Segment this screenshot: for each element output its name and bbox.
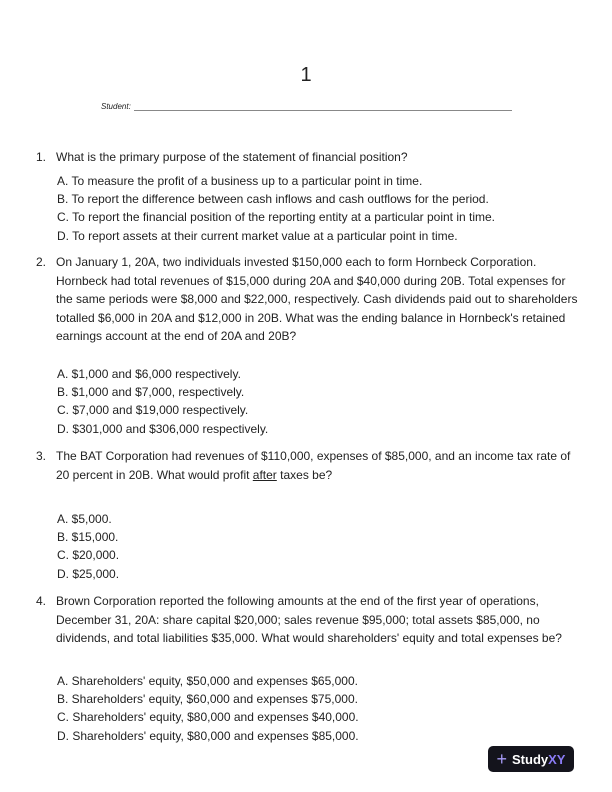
stem-emphasis: after xyxy=(252,467,277,482)
option: C. Shareholders' equity, $80,000 and expenses $40,000. xyxy=(57,710,359,725)
page-number: 1 xyxy=(300,64,312,86)
question-stem xyxy=(56,447,581,484)
student-name-line[interactable] xyxy=(134,101,512,111)
option: C. $20,000. xyxy=(57,548,120,563)
brand-text-accent: XY xyxy=(548,751,566,767)
option: D. $25,000. xyxy=(57,566,120,581)
student-field xyxy=(101,101,512,111)
question-1 xyxy=(36,148,581,167)
question-stem: Brown Corporation reported the following amounts at the end of the first year of operations, December 31, 20A: share capital $20,000; sales revenue $95,000; total assets $85,000, no dividends, and total liabilities $35,000. What would shareholders' equity and total expenses be? xyxy=(56,594,562,645)
question-4-options xyxy=(57,672,359,745)
question-4 xyxy=(36,592,581,648)
option: B. $15,000. xyxy=(57,530,119,545)
question-3 xyxy=(36,447,581,484)
question-2 xyxy=(36,253,581,346)
option: B. Shareholders' equity, $60,000 and expenses $75,000. xyxy=(57,692,358,707)
question-number: 3. xyxy=(36,449,47,463)
option: A. $5,000. xyxy=(57,512,112,526)
option: C. $7,000 and $19,000 respectively. xyxy=(57,403,249,418)
studyxy-badge[interactable] xyxy=(488,746,574,772)
question-stem: On January 1, 20A, two individuals invested $150,000 each to form Hornbeck Corporation. Hornbeck had total revenues of $15,000 during 20A and $40,000 during 20B. Total expenses for the same periods were $8,000 and $22,000, respectively. Cash dividends paid out to shareholders totalled $6,000 in 20A and $12,000 in 20B. What was the ending balance in Hornbeck's retained earnings account at the end of 20A and 20B? xyxy=(56,255,578,343)
option: A. To measure the profit of a business up to a particular point in time. xyxy=(57,174,423,188)
plus-icon: + xyxy=(496,749,508,769)
option: A. $1,000 and $6,000 respectively. xyxy=(57,367,241,381)
question-number: 2. xyxy=(36,255,47,269)
question-3-options xyxy=(57,510,119,583)
option: C. To report the financial position of the reporting entity at a particular point in time. xyxy=(57,210,496,225)
option: B. To report the difference between cash inflows and cash outflows for the period. xyxy=(57,192,489,207)
question-stem: What is the primary purpose of the statement of financial position? xyxy=(56,150,408,164)
option: D. To report assets at their current market value at a particular point in time. xyxy=(57,228,458,243)
option: D. Shareholders' equity, $80,000 and expenses $85,000. xyxy=(57,728,359,743)
question-2-options xyxy=(57,365,268,438)
question-number: 1. xyxy=(36,150,47,164)
question-1-options xyxy=(57,172,495,245)
option: B. $1,000 and $7,000, respectively. xyxy=(57,385,245,400)
brand-text: Study xyxy=(512,751,549,767)
stem-text: The BAT Corporation had revenues of $110,000, expenses of $85,000, and an income tax rate of 20 percent in 20B. What would profit xyxy=(56,449,571,482)
question-number: 4. xyxy=(36,594,47,608)
option: D. $301,000 and $306,000 respectively. xyxy=(57,421,269,436)
student-label: Student: xyxy=(101,102,131,111)
option: A. Shareholders' equity, $50,000 and expenses $65,000. xyxy=(57,674,358,688)
stem-text: taxes be? xyxy=(276,467,333,482)
